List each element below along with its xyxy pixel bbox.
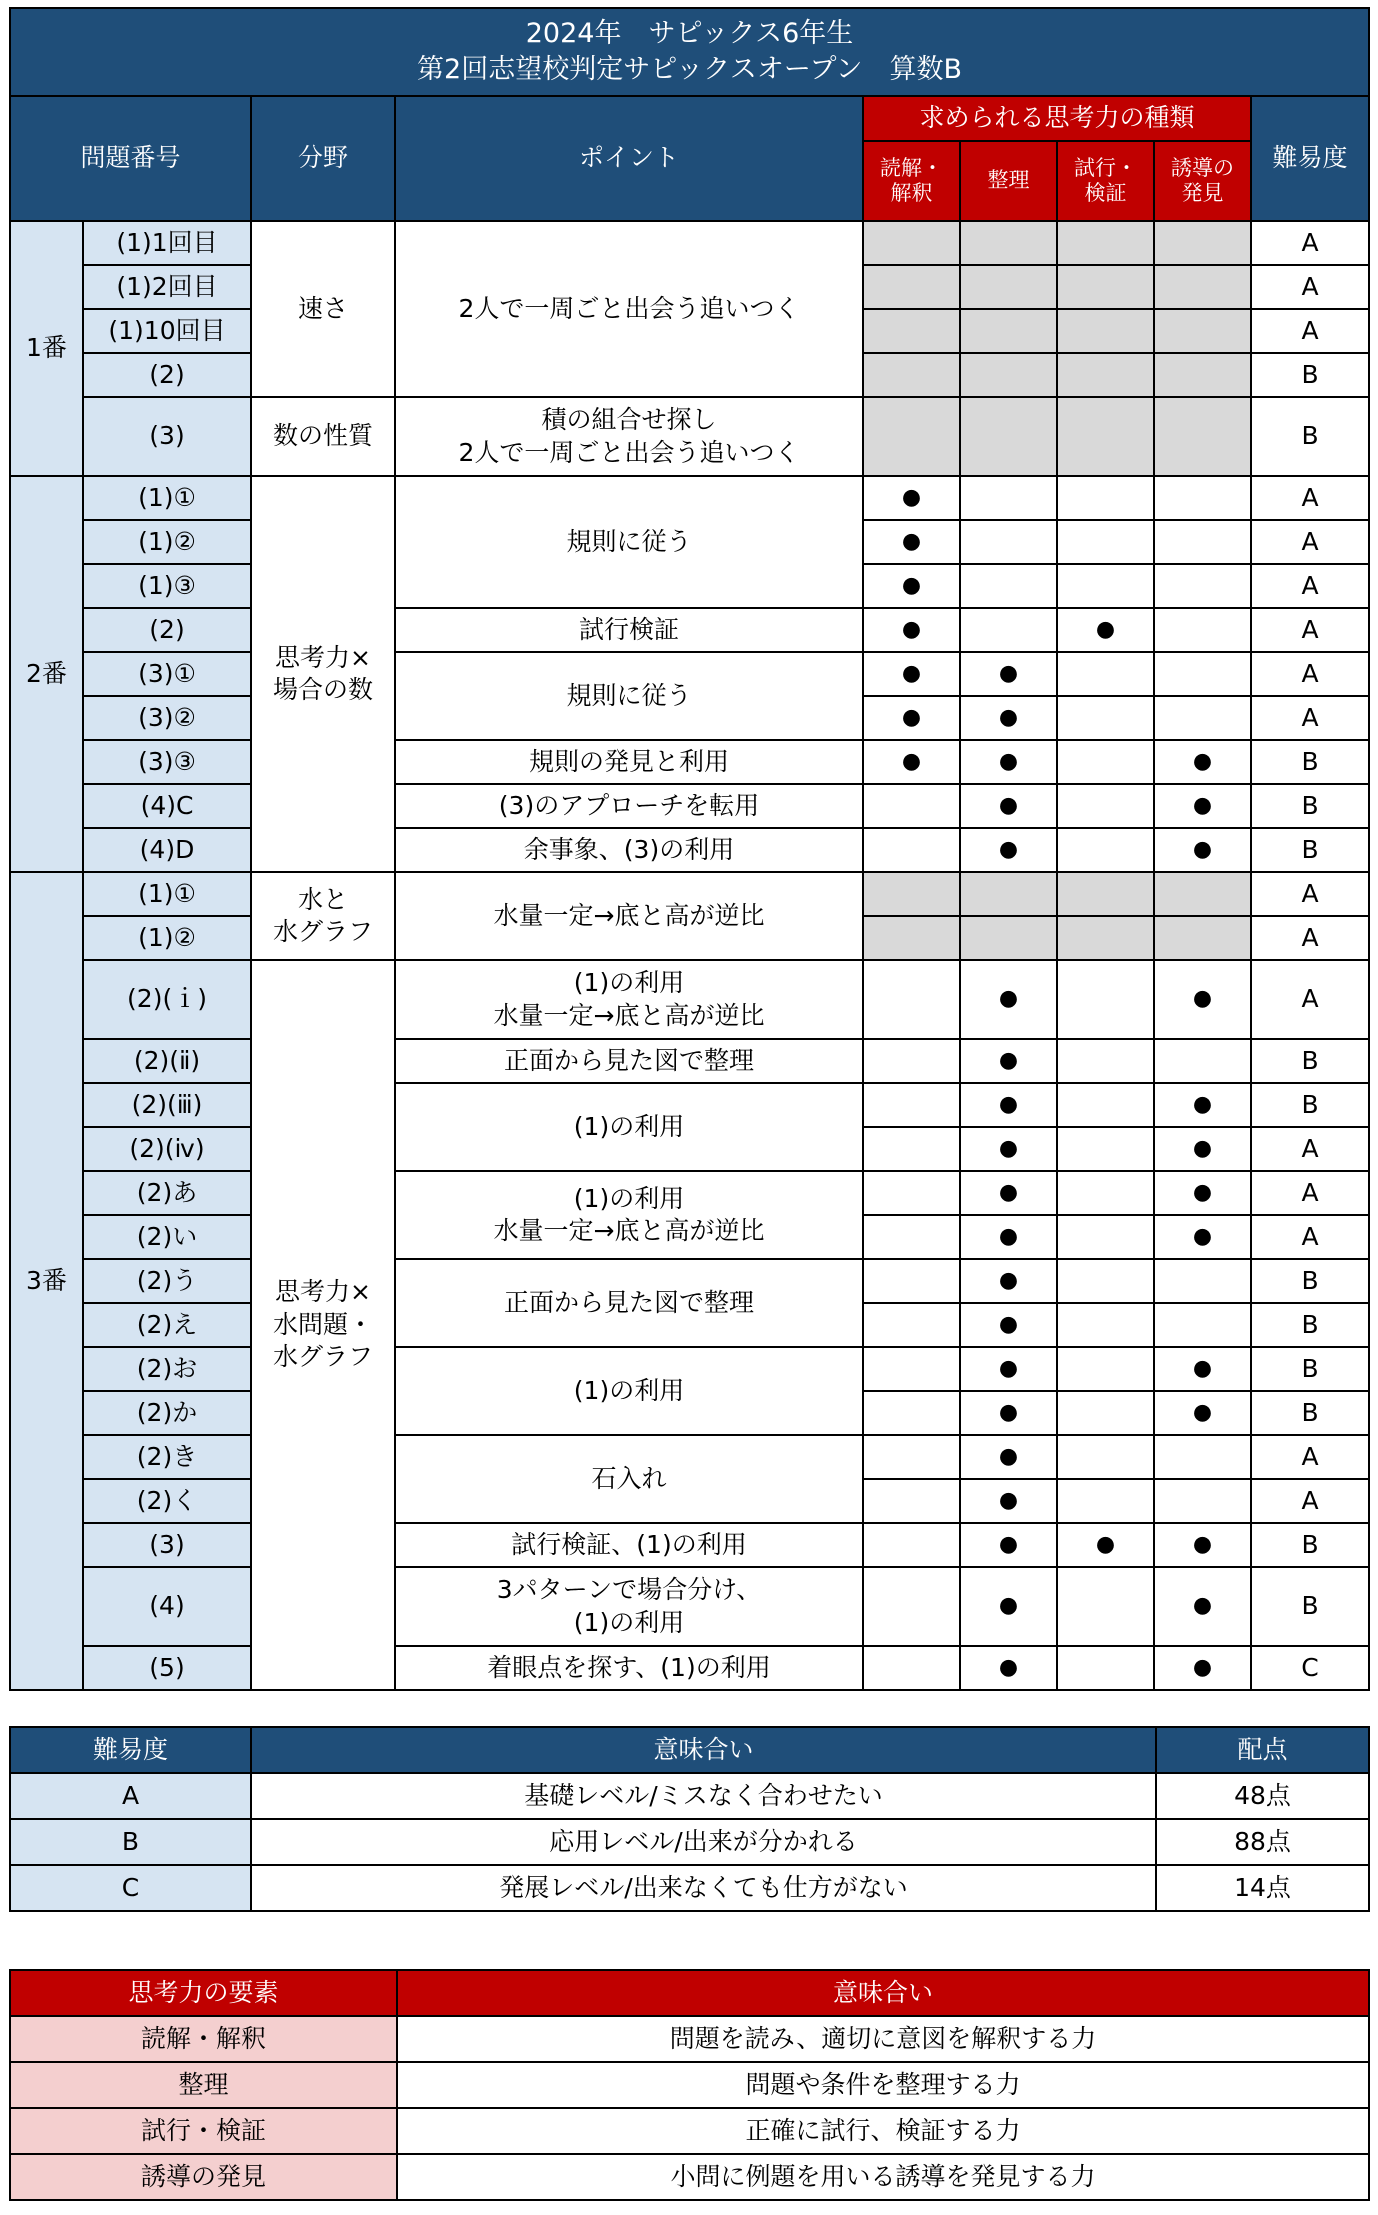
mark-cell [1057, 1039, 1154, 1083]
grade-cell: A [1251, 872, 1369, 916]
mark-cell [960, 916, 1057, 960]
difficulty-meaning: 応用レベル/出来が分かれる [251, 1819, 1156, 1865]
grade-cell: B [1251, 1523, 1369, 1567]
row-number: (1)① [83, 476, 251, 520]
mark-cell: ● [960, 696, 1057, 740]
mark-cell [1057, 828, 1154, 872]
mark-cell: ● [960, 1646, 1057, 1690]
grade-cell: B [1251, 828, 1369, 872]
mark-cell: ● [863, 652, 960, 696]
mark-cell: ● [863, 608, 960, 652]
grade-cell: B [1251, 397, 1369, 476]
mark-cell [960, 397, 1057, 476]
mark-cell: ● [960, 740, 1057, 784]
mark-cell [1057, 520, 1154, 564]
row-number: (4)C [83, 784, 251, 828]
analysis-table [9, 7, 1370, 1691]
header-sub-trial: 試行・ 検証 [1057, 141, 1154, 221]
mark-cell [863, 1567, 960, 1646]
mark-cell: ● [1154, 740, 1251, 784]
mark-cell [1057, 872, 1154, 916]
mark-cell [960, 353, 1057, 397]
mark-cell: ● [1154, 960, 1251, 1039]
point-cell: 水量一定→底と高が逆比 [395, 872, 863, 960]
mark-cell [863, 960, 960, 1039]
field-cell: 思考力× 水問題・ 水グラフ [251, 960, 395, 1690]
grade-cell: A [1251, 696, 1369, 740]
mark-cell [1154, 309, 1251, 353]
mark-cell [1057, 740, 1154, 784]
mark-cell [1057, 960, 1154, 1039]
mark-cell [1154, 1259, 1251, 1303]
mark-cell [1057, 564, 1154, 608]
mark-cell [863, 916, 960, 960]
mark-cell [863, 1127, 960, 1171]
difficulty-legend-header: 難易度 [10, 1727, 251, 1773]
mark-cell [1154, 397, 1251, 476]
mark-cell [863, 353, 960, 397]
grade-cell: B [1251, 784, 1369, 828]
difficulty-meaning: 発展レベル/出来なくても仕方がない [251, 1865, 1156, 1911]
mark-cell [1057, 1083, 1154, 1127]
mark-cell: ● [1057, 608, 1154, 652]
point-cell: (1)の利用 [395, 1083, 863, 1171]
grade-cell: A [1251, 608, 1369, 652]
mark-cell [863, 784, 960, 828]
thinking-element: 誘導の発見 [10, 2154, 397, 2200]
mark-cell: ● [1154, 1127, 1251, 1171]
mark-cell: ● [1154, 1523, 1251, 1567]
grade-cell: B [1251, 1083, 1369, 1127]
grade-cell: B [1251, 1347, 1369, 1391]
mark-cell [863, 1646, 960, 1690]
row-number: (1)② [83, 520, 251, 564]
mark-cell [960, 265, 1057, 309]
grade-cell: A [1251, 1127, 1369, 1171]
row-number: (2)く [83, 1479, 251, 1523]
mark-cell [1057, 1347, 1154, 1391]
mark-cell [1154, 1039, 1251, 1083]
mark-cell: ● [960, 1039, 1057, 1083]
mark-cell [1154, 652, 1251, 696]
title-line-1: 2024年 サピックス6年生 [525, 17, 854, 49]
mark-cell [960, 608, 1057, 652]
thinking-meaning: 問題を読み、適切に意図を解釈する力 [397, 2016, 1369, 2062]
mark-cell [1154, 1479, 1251, 1523]
header-sub-guidance: 誘導の 発見 [1154, 141, 1251, 221]
mark-cell [960, 564, 1057, 608]
row-number: (3)② [83, 696, 251, 740]
difficulty-legend-table [9, 1726, 1370, 1912]
mark-cell [863, 1479, 960, 1523]
mark-cell: ● [960, 1215, 1057, 1259]
header-difficulty: 難易度 [1251, 96, 1369, 221]
mark-cell: ● [960, 1391, 1057, 1435]
header-point: ポイント [395, 96, 863, 221]
mark-cell [1154, 872, 1251, 916]
point-cell: 規則の発見と利用 [395, 740, 863, 784]
grade-cell: A [1251, 1171, 1369, 1215]
point-cell: 積の組合せ探し 2人で一周ごと出会う追いつく [395, 397, 863, 476]
title-line-2: 第2回志望校判定サピックスオープン 算数B [417, 54, 962, 85]
mark-cell [1154, 265, 1251, 309]
mark-cell [1057, 353, 1154, 397]
mark-cell [863, 872, 960, 916]
mark-cell [863, 828, 960, 872]
point-cell: 正面から見た図で整理 [395, 1259, 863, 1347]
mark-cell: ● [960, 784, 1057, 828]
mark-cell: ● [960, 1083, 1057, 1127]
mark-cell: ● [1057, 1523, 1154, 1567]
row-number: (2)い [83, 1215, 251, 1259]
mark-cell: ● [1154, 1215, 1251, 1259]
point-cell: 3パターンで場合分け、 (1)の利用 [395, 1567, 863, 1646]
row-number: (2)え [83, 1303, 251, 1347]
mark-cell: ● [863, 696, 960, 740]
header-field: 分野 [251, 96, 395, 221]
row-number: (5) [83, 1646, 251, 1690]
mark-cell [863, 1171, 960, 1215]
grade-cell: B [1251, 1567, 1369, 1646]
mark-cell [960, 476, 1057, 520]
thinking-meaning-header: 意味合い [397, 1970, 1369, 2016]
mark-cell [1154, 1303, 1251, 1347]
mark-cell [1057, 397, 1154, 476]
mark-cell [1057, 1303, 1154, 1347]
mark-cell [960, 872, 1057, 916]
grade-cell: B [1251, 1259, 1369, 1303]
mark-cell: ● [960, 1259, 1057, 1303]
row-number: (1)2回目 [83, 265, 251, 309]
mark-cell: ● [863, 740, 960, 784]
mark-cell: ● [960, 652, 1057, 696]
mark-cell [960, 309, 1057, 353]
field-cell: 思考力× 場合の数 [251, 476, 395, 872]
point-cell: 試行検証、(1)の利用 [395, 1523, 863, 1567]
mark-cell [1057, 1171, 1154, 1215]
grade-cell: A [1251, 916, 1369, 960]
thinking-meaning: 問題や条件を整理する力 [397, 2062, 1369, 2108]
grade-cell: A [1251, 265, 1369, 309]
mark-cell: ● [863, 564, 960, 608]
grade-cell: B [1251, 740, 1369, 784]
row-number: (1)10回目 [83, 309, 251, 353]
mark-cell: ● [960, 960, 1057, 1039]
mark-cell [1057, 1259, 1154, 1303]
mark-cell [863, 1083, 960, 1127]
mark-cell: ● [863, 476, 960, 520]
mark-cell [863, 265, 960, 309]
mark-cell [863, 1347, 960, 1391]
mark-cell: ● [1154, 1347, 1251, 1391]
difficulty-grade: B [10, 1819, 251, 1865]
grade-cell: A [1251, 564, 1369, 608]
grade-cell: A [1251, 520, 1369, 564]
difficulty-points: 48点 [1156, 1773, 1369, 1819]
mark-cell [1057, 309, 1154, 353]
grade-cell: A [1251, 309, 1369, 353]
section-label: 3番 [10, 872, 83, 1690]
mark-cell [863, 221, 960, 265]
point-cell: 石入れ [395, 1435, 863, 1523]
mark-cell: ● [863, 520, 960, 564]
mark-cell [1057, 221, 1154, 265]
row-number: (3)③ [83, 740, 251, 784]
point-cell: 余事象、(3)の利用 [395, 828, 863, 872]
point-cell: 着眼点を探す、(1)の利用 [395, 1646, 863, 1690]
thinking-legend-table [9, 1969, 1370, 2201]
thinking-meaning: 小問に例題を用いる誘導を発見する力 [397, 2154, 1369, 2200]
row-number: (2) [83, 353, 251, 397]
row-number: (2)お [83, 1347, 251, 1391]
point-cell: (1)の利用 水量一定→底と高が逆比 [395, 1171, 863, 1259]
mark-cell [863, 1303, 960, 1347]
mark-cell [1057, 652, 1154, 696]
field-cell: 速さ [251, 221, 395, 397]
mark-cell [1057, 696, 1154, 740]
mark-cell [1057, 1567, 1154, 1646]
grade-cell: A [1251, 1435, 1369, 1479]
thinking-element: 整理 [10, 2062, 397, 2108]
mark-cell: ● [1154, 1567, 1251, 1646]
header-sub-reading: 読解・ 解釈 [863, 141, 960, 221]
row-number: (1)① [83, 872, 251, 916]
row-number: (2)う [83, 1259, 251, 1303]
row-number: (1)② [83, 916, 251, 960]
grade-cell: B [1251, 1303, 1369, 1347]
thinking-element-header: 思考力の要素 [10, 1970, 397, 2016]
thinking-meaning: 正確に試行、検証する力 [397, 2108, 1369, 2154]
grade-cell: B [1251, 1391, 1369, 1435]
mark-cell [1154, 696, 1251, 740]
mark-cell [863, 1435, 960, 1479]
row-number: (1)1回目 [83, 221, 251, 265]
mark-cell [863, 1039, 960, 1083]
point-cell: 試行検証 [395, 608, 863, 652]
mark-cell: ● [960, 1479, 1057, 1523]
table-title [10, 8, 1369, 96]
grade-cell: B [1251, 353, 1369, 397]
difficulty-meaning: 基礎レベル/ミスなく合わせたい [251, 1773, 1156, 1819]
row-number: (2)(ⅱ) [83, 1039, 251, 1083]
point-cell: (1)の利用 [395, 1347, 863, 1435]
mark-cell [1057, 1215, 1154, 1259]
point-cell: (3)のアプローチを転用 [395, 784, 863, 828]
row-number: (4) [83, 1567, 251, 1646]
thinking-element: 読解・解釈 [10, 2016, 397, 2062]
point-cell: 2人で一周ごと出会う追いつく [395, 221, 863, 397]
mark-cell [1154, 916, 1251, 960]
mark-cell: ● [960, 1171, 1057, 1215]
mark-cell: ● [1154, 1646, 1251, 1690]
row-number: (4)D [83, 828, 251, 872]
mark-cell [1057, 1127, 1154, 1171]
mark-cell [1057, 1479, 1154, 1523]
row-number: (3) [83, 1523, 251, 1567]
mark-cell [1057, 916, 1154, 960]
grade-cell: A [1251, 1479, 1369, 1523]
row-number: (2)き [83, 1435, 251, 1479]
mark-cell [863, 309, 960, 353]
mark-cell [1154, 608, 1251, 652]
grade-cell: B [1251, 1039, 1369, 1083]
grade-cell: A [1251, 221, 1369, 265]
row-number: (2) [83, 608, 251, 652]
grade-cell: A [1251, 476, 1369, 520]
grade-cell: A [1251, 1215, 1369, 1259]
mark-cell: ● [1154, 828, 1251, 872]
mark-cell [960, 221, 1057, 265]
mark-cell: ● [960, 1435, 1057, 1479]
mark-cell: ● [1154, 1083, 1251, 1127]
grade-cell: A [1251, 652, 1369, 696]
thinking-element: 試行・検証 [10, 2108, 397, 2154]
row-number: (2)か [83, 1391, 251, 1435]
points-header: 配点 [1156, 1727, 1369, 1773]
row-number: (2)(ⅳ) [83, 1127, 251, 1171]
difficulty-points: 14点 [1156, 1865, 1369, 1911]
row-number: (1)③ [83, 564, 251, 608]
mark-cell [1154, 476, 1251, 520]
difficulty-grade: C [10, 1865, 251, 1911]
mark-cell [863, 1391, 960, 1435]
mark-cell [960, 520, 1057, 564]
mark-cell [1057, 1646, 1154, 1690]
section-label: 1番 [10, 221, 83, 476]
mark-cell: ● [960, 1567, 1057, 1646]
mark-cell [1057, 1391, 1154, 1435]
row-number: (2)(ｉ) [83, 960, 251, 1039]
row-number: (3)① [83, 652, 251, 696]
mark-cell [1154, 564, 1251, 608]
row-number: (3) [83, 397, 251, 476]
mark-cell [1154, 221, 1251, 265]
meaning-header: 意味合い [251, 1727, 1156, 1773]
mark-cell [1154, 1435, 1251, 1479]
mark-cell: ● [960, 1523, 1057, 1567]
mark-cell: ● [1154, 1171, 1251, 1215]
point-cell: (1)の利用 水量一定→底と高が逆比 [395, 960, 863, 1039]
mark-cell: ● [960, 828, 1057, 872]
mark-cell [1154, 520, 1251, 564]
mark-cell: ● [960, 1347, 1057, 1391]
mark-cell: ● [1154, 1391, 1251, 1435]
header-thinking: 求められる思考力の種類 [863, 96, 1251, 141]
mark-cell [1057, 265, 1154, 309]
row-number: (2)(ⅲ) [83, 1083, 251, 1127]
header-number: 問題番号 [10, 96, 251, 221]
mark-cell [863, 1215, 960, 1259]
field-cell: 水と 水グラフ [251, 872, 395, 960]
grade-cell: C [1251, 1646, 1369, 1690]
mark-cell [863, 397, 960, 476]
header-sub-organize: 整理 [960, 141, 1057, 221]
mark-cell [1057, 476, 1154, 520]
mark-cell [1154, 353, 1251, 397]
point-cell: 正面から見た図で整理 [395, 1039, 863, 1083]
point-cell: 規則に従う [395, 476, 863, 608]
section-label: 2番 [10, 476, 83, 872]
difficulty-grade: A [10, 1773, 251, 1819]
grade-cell: A [1251, 960, 1369, 1039]
mark-cell [863, 1259, 960, 1303]
difficulty-points: 88点 [1156, 1819, 1369, 1865]
point-cell: 規則に従う [395, 652, 863, 740]
mark-cell [1057, 784, 1154, 828]
mark-cell [1057, 1435, 1154, 1479]
field-cell: 数の性質 [251, 397, 395, 476]
mark-cell: ● [960, 1127, 1057, 1171]
mark-cell: ● [1154, 784, 1251, 828]
row-number: (2)あ [83, 1171, 251, 1215]
mark-cell [863, 1523, 960, 1567]
mark-cell: ● [960, 1303, 1057, 1347]
